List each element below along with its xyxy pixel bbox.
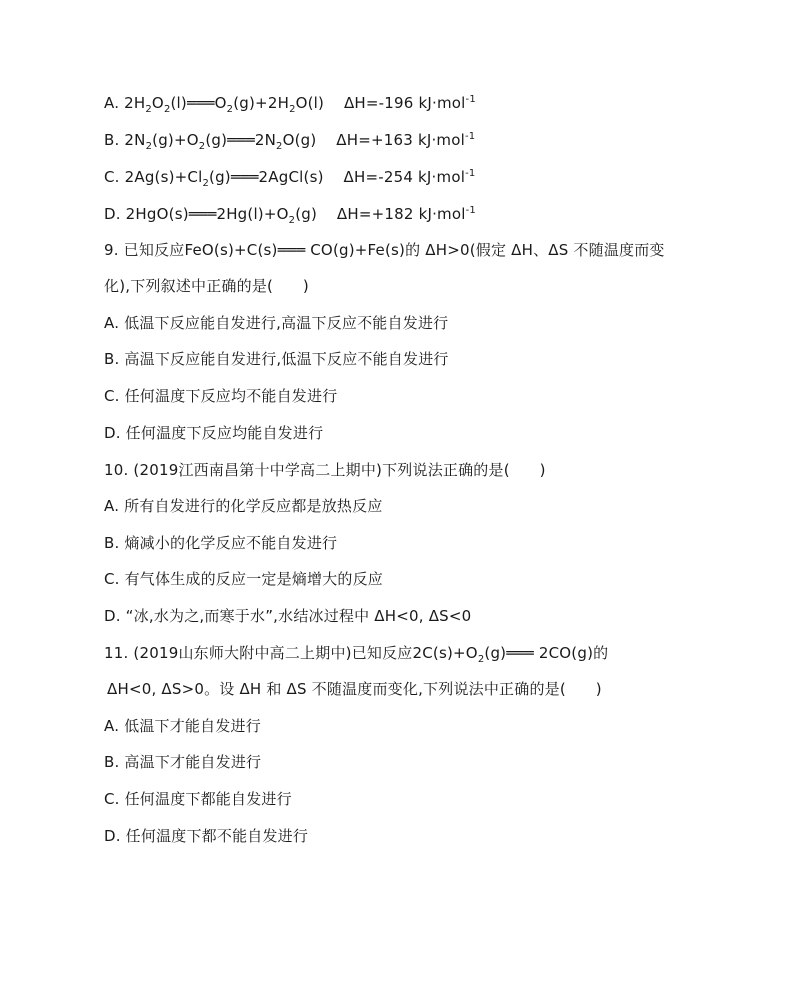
- question-10-stem: 10. (2019江西南昌第十中学高二上期中)下列说法正确的是( ): [104, 461, 546, 479]
- option-a-q9: A. 低温下反应能自发进行,高温下反应不能自发进行: [104, 314, 449, 332]
- question-11-stem-cont: ΔH<0, ΔS>0。设 ΔH 和 ΔS 不随温度而变化,下列说法中正确的是( ): [107, 680, 602, 698]
- question-9-stem-cont: 化),下列叙述中正确的是( ): [104, 277, 309, 295]
- option-c-q9: C. 任何温度下反应均不能自发进行: [104, 387, 338, 405]
- option-b-q11: B. 高温下才能自发进行: [104, 753, 262, 771]
- question-11-stem: 11. (2019山东师大附中高二上期中)已知反应$2C(s)+O_2(g)═══$ 2CO(g)的: [104, 644, 609, 665]
- option-d-q9: D. 任何温度下反应均能自发进行: [104, 424, 324, 442]
- option-b-q10: B. 熵减小的化学反应不能自发进行: [104, 534, 338, 552]
- option-c-q10: C. 有气体生成的反应一定是熵增大的反应: [104, 570, 384, 588]
- option-d-q10: D. “冰,水为之,而寒于水”,水结冰过程中 ΔH<0, ΔS<0: [104, 607, 472, 625]
- option-b-q9: B. 高温下反应能自发进行,低温下反应不能自发进行: [104, 350, 449, 368]
- option-d-q11: D. 任何温度下都不能自发进行: [104, 827, 309, 845]
- option-b-q8: B. $2N_2(g)+O_2(g)═══2N_2O(g)$ ΔH=+163 kJ·mol$^{-1}$: [104, 131, 476, 152]
- option-a-q8: A. $2H_2O_2(l)═══O_2(g)+2H_2O(l)$ ΔH=-196 kJ·mol$^{-1}$: [104, 94, 476, 115]
- option-d-q8: D. $2HgO(s)═══2Hg(l)+O_2(g)$ ΔH=+182 kJ·mol$^{-1}$: [104, 205, 476, 226]
- question-9-stem: 9. 已知反应FeO(s)+C(s)═══ CO(g)+Fe(s)的 ΔH>0(假定 ΔH、ΔS 不随温度而变: [104, 241, 665, 259]
- option-a-q10: A. 所有自发进行的化学反应都是放热反应: [104, 497, 383, 515]
- option-c-q8: C. $2Ag(s)+Cl_2(g)═══2AgCl(s)$ ΔH=-254 kJ·mol$^{-1}$: [104, 168, 476, 189]
- option-a-q11: A. 低温下才能自发进行: [104, 717, 261, 735]
- option-c-q11: C. 任何温度下都能自发进行: [104, 790, 292, 808]
